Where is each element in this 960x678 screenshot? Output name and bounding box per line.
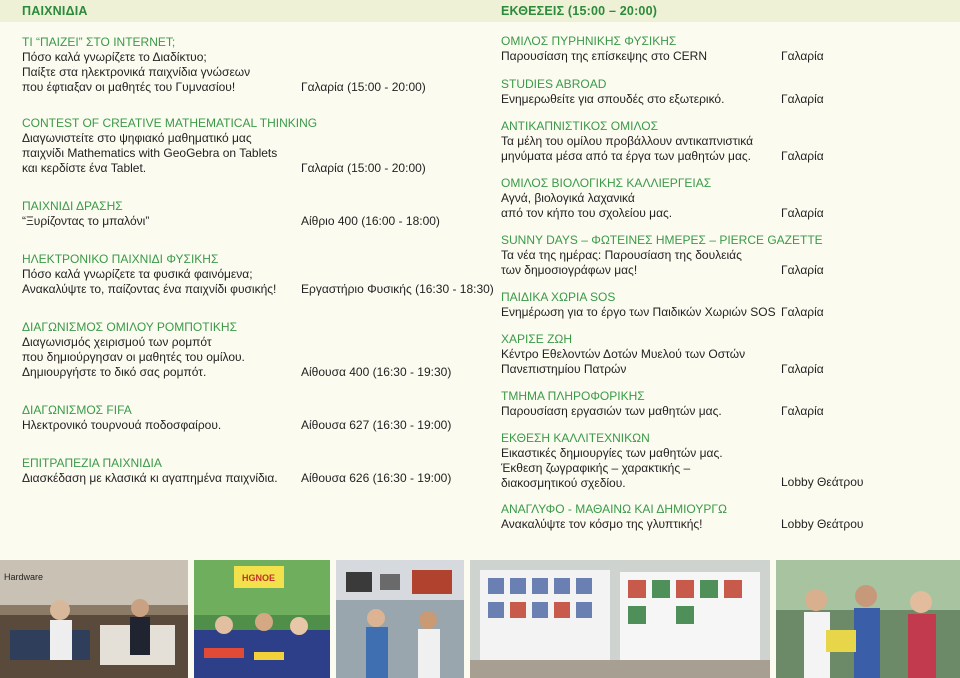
exhibition-item <box>501 233 823 278</box>
exhibition-item-line: Ανακαλύψτε τον κόσμο της γλυπτικής! <box>501 517 703 531</box>
game-item-location: Γαλαρία (15:00 - 20:00) <box>301 80 426 94</box>
game-item-title: ΔΙΑΓΩΝΙΣΜΟΣ FIFA <box>22 403 132 417</box>
exhibition-item-location: Γαλαρία <box>781 362 824 376</box>
game-item-title: ΠΑΙΧΝΙΔΙ ΔΡΑΣΗΣ <box>22 199 123 213</box>
exhibition-item <box>501 119 753 164</box>
exhibition-item-location: Γαλαρία <box>781 404 824 418</box>
exhibition-item <box>501 502 727 532</box>
game-item-line: Διασκέδαση με κλασικά κι αγαπημένα παιχνίδια. <box>22 471 278 485</box>
game-item <box>22 116 317 176</box>
exhibition-item-line: διακοσμητικού σχεδίου. <box>501 476 626 490</box>
exhibition-item-line: Αγνά, βιολογικά λαχανικά <box>501 191 635 205</box>
game-item-title: ΕΠΙΤΡΑΠΕΖΙΑ ΠΑΙΧΝΙΔΙΑ <box>22 456 162 470</box>
header-band <box>0 0 960 22</box>
game-item-line: Ηλεκτρονικό τουρνουά ποδοσφαίρου. <box>22 418 222 432</box>
exhibition-item-location: Lobby Θεάτρου <box>781 475 864 489</box>
exhibition-item-title: ΑΝΑΓΛΥΦΟ - ΜΑΘΑΙΝΩ ΚΑΙ ΔΗΜΙΟΥΡΓΩ <box>501 502 727 516</box>
exhibition-item-title: ΠΑΙΔΙΚΑ ΧΩΡΙΑ SOS <box>501 290 616 304</box>
game-item-line: Ανακαλύψτε το, παίζοντας ένα παιχνίδι φυσικής! <box>22 282 277 296</box>
exhibition-item-location: Γαλαρία <box>781 92 824 106</box>
game-item-line: Διαγωνιστείτε στο ψηφιακό μαθηματικό μας <box>22 131 252 145</box>
section-heading-exhibitions: ΕΚΘΕΣΕΙΣ (15:00 – 20:00) <box>501 4 658 18</box>
photo-strip <box>0 560 960 678</box>
exhibition-item-title: ΟΜΙΛΟΣ ΒΙΟΛΟΓΙΚΗΣ ΚΑΛΛΙΕΡΓΕΙΑΣ <box>501 176 712 190</box>
exhibition-item-line: από τον κήπο του σχολείου μας. <box>501 206 673 220</box>
exhibition-item-title: ΟΜΙΛΟΣ ΠΥΡΗΝΙΚΗΣ ΦΥΣΙΚΗΣ <box>501 34 677 48</box>
exhibition-item <box>501 290 776 320</box>
game-item <box>22 199 149 229</box>
game-item <box>22 35 250 95</box>
photo-art-exhibition <box>470 560 770 678</box>
exhibition-item-line: Κέντρο Εθελοντών Δοτών Μυελού των Οστών <box>501 347 746 361</box>
exhibition-item-location: Lobby Θεάτρου <box>781 517 864 531</box>
exhibition-item-location: Γαλαρία <box>781 263 824 277</box>
exhibition-item-line: των δημοσιογράφων μας! <box>501 263 638 277</box>
exhibition-item-line: μηνύματα μέσα από τα έργα των μαθητών μας. <box>501 149 752 163</box>
exhibition-item-line: Ενημερωθείτε για σπουδές στο εξωτερικό. <box>501 92 725 106</box>
game-item-line: που δημιούργησαν οι μαθητές του ομίλου. <box>22 350 245 364</box>
exhibition-item-location: Γαλαρία <box>781 149 824 163</box>
game-item-title: ΗΛΕΚΤΡΟΝΙΚΟ ΠΑΙΧΝΙΔΙ ΦΥΣΙΚΗΣ <box>22 252 219 266</box>
exhibition-item-line: Έκθεση ζωγραφικής – χαρακτικής – <box>501 461 691 475</box>
exhibition-item-line: Παρουσίαση εργασιών των μαθητών μας. <box>501 404 722 418</box>
game-item <box>22 456 278 486</box>
exhibition-item <box>501 34 707 64</box>
exhibition-item <box>501 77 724 107</box>
exhibition-item-title: ΕΚΘΕΣΗ ΚΑΛΛΙΤΕΧΝΙΚΩΝ <box>501 431 650 445</box>
photo-sign-text: Hardware <box>4 572 44 582</box>
game-item-line: Παίξτε στα ηλεκτρονικά παιχνίδια γνώσεων <box>22 65 251 79</box>
game-item-title: ΤΙ “ΠΑΙΖΕΙ” ΣΤΟ INTERNET; <box>22 35 176 49</box>
game-item-location: Αίθουσα 400 (16:30 - 19:30) <box>301 365 452 379</box>
exhibition-item <box>501 389 722 419</box>
photo-gallery-visitors <box>336 560 464 678</box>
photo-game-stand <box>0 560 188 678</box>
exhibition-item-line: Ενημέρωση για το έργο των Παιδικών Χωριών SOS <box>501 305 776 319</box>
game-item-line: Πόσο καλά γνωρίζετε τα φυσικά φαινόμενα; <box>22 267 253 281</box>
game-item-location: Αίθουσα 626 (16:30 - 19:00) <box>301 471 452 485</box>
section-heading-games: ΠΑΙΧΝΙΔΙΑ <box>22 4 88 18</box>
game-item-location: Αίθριο 400 (16:00 - 18:00) <box>301 214 440 228</box>
game-item-line: Πόσο καλά γνωρίζετε το Διαδίκτυο; <box>22 50 207 64</box>
game-item-line: παιχνίδι Mathematics with GeoGebra on Tablets <box>22 146 278 160</box>
exhibition-item-title: SUNNY DAYS – ΦΩΤΕΙΝΕΣ ΗΜΕΡΕΣ – PIERCE GAZETTE <box>501 233 823 247</box>
game-item-location: Αίθουσα 627 (16:30 - 19:00) <box>301 418 452 432</box>
exhibition-item <box>501 431 723 491</box>
game-item <box>22 320 245 380</box>
game-item-location: Εργαστήριο Φυσικής (16:30 - 18:30) <box>301 282 494 296</box>
game-item-title: ΔΙΑΓΩΝΙΣΜΟΣ ΟΜΙΛΟΥ ΡΟΜΠΟΤΙΚΗΣ <box>22 320 238 334</box>
game-item-line: Δημιουργήστε το δικό σας ρομπότ. <box>22 365 207 379</box>
exhibition-item-title: STUDIES ABROAD <box>501 77 607 91</box>
game-item-line: και κερδίστε ένα Tablet. <box>22 161 147 175</box>
photo-sign-text: HGNOE <box>242 573 276 583</box>
exhibition-item-title: ΧΑΡΙΣΕ ΖΩΗ <box>501 332 573 346</box>
game-item-title: CONTEST OF CREATIVE MATHEMATICAL THINKING <box>22 116 318 130</box>
exhibition-item <box>501 176 711 221</box>
photo-classroom-table <box>194 560 330 678</box>
exhibition-item <box>501 332 745 377</box>
game-item-line: Διαγωνισμός χειρισμού των ρομπότ <box>22 335 212 349</box>
exhibition-item-line: Τα νέα της ημέρας: Παρουσίαση της δουλειάς <box>501 248 742 262</box>
game-item <box>22 252 276 297</box>
photo-students-stand <box>776 560 960 678</box>
exhibition-item-location: Γαλαρία <box>781 49 824 63</box>
exhibition-item-title: ΤΜΗΜΑ ΠΛΗΡΟΦΟΡΙΚΗΣ <box>501 389 645 403</box>
exhibition-item-line: Τα μέλη του ομίλου προβάλλουν αντικαπνιστικά <box>501 134 754 148</box>
game-item <box>22 403 221 433</box>
exhibition-item-location: Γαλαρία <box>781 206 824 220</box>
game-item-line: “Ξυρίζοντας το μπαλόνι” <box>22 214 150 228</box>
game-item-location: Γαλαρία (15:00 - 20:00) <box>301 161 426 175</box>
exhibition-item-line: Εικαστικές δημιουργίες των μαθητών μας. <box>501 446 723 460</box>
game-item-line: που έφτιαξαν οι μαθητές του Γυμνασίου! <box>22 80 236 94</box>
exhibition-item-line: Παρουσίαση της επίσκεψης στο CERN <box>501 49 708 63</box>
exhibition-item-line: Πανεπιστημίου Πατρών <box>501 362 627 376</box>
exhibition-item-location: Γαλαρία <box>781 305 824 319</box>
exhibition-item-title: ΑΝΤΙΚΑΠΝΙΣΤΙΚΟΣ ΟΜΙΛΟΣ <box>501 119 658 133</box>
